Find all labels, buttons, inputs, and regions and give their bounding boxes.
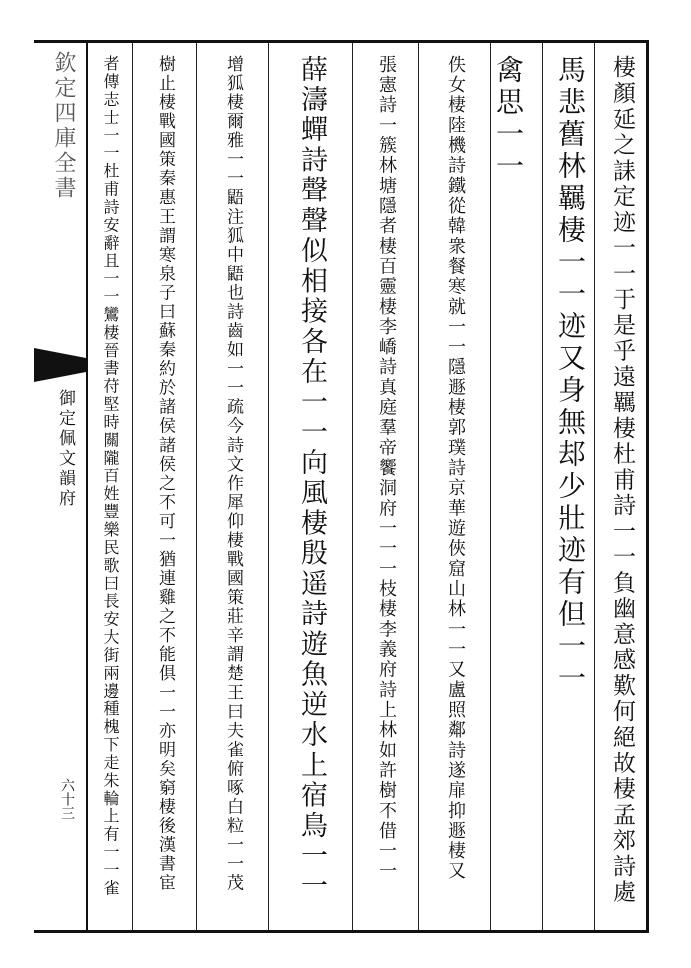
column-text: 棲顏延之誄定迹一一于是乎遠羈棲杜甫詩一一負幽意感歎何絕故棲孟郊詩處 [609,55,635,906]
column-divider [418,43,419,930]
column-text: 馬悲舊林羈棲一一迹又身無𨚫少壯迹有但一一 [554,55,587,695]
text-column [420,55,490,925]
text-column [544,55,596,925]
column-text: 薛濤蟬詩聲聲似相接各在一一向風棲殷遥詩遊魚逆水上宿鳥一一 [296,55,327,902]
column-divider [352,43,353,930]
text-column [88,55,132,925]
book-title: 欽定四庫全書 [51,51,76,201]
text-column [354,55,418,925]
text-column [270,55,352,925]
text-column [492,55,525,925]
text-column [198,55,268,925]
column-text: 樹止棲戰國策秦惠王謂寒泉子曰蘇秦約於諸侯諸侯之不可一猶連雞之不能俱一一亦明矣窮棲後漢書宦 [155,55,175,893]
column-divider [490,43,491,930]
column-text: 佚女棲陸機詩鐵從韓衆餐寒就一一隱遯棲郭璞詩京華遊俠窟山林一一又盧照鄰詩遂扉抑遯棲又 [445,55,466,882]
column-divider [196,43,197,930]
column-divider [268,43,269,930]
fish-tail-ornament [34,348,86,382]
section-title: 御定佩文韻府 [55,389,75,509]
center-margin [34,43,86,930]
column-text: 張憲詩一簇林塘隱者棲百靈棲李嶠詩真庭羣帝饗洞府一一一枝棲李義府詩上林如許樹不借一一 [376,55,397,882]
column-divider [132,43,133,930]
frame-top-rule [34,40,649,43]
text-column [596,55,648,925]
column-text: 增狐棲爾雅一一鼯注狐中鼯也詩齒如一一疏今詩文作犀仰棲戰國策莊辛謂楚王曰夫雀俯啄白粒一一茂 [223,55,243,893]
text-column [134,55,196,925]
column-text: 禽思一一 [492,55,525,183]
page-number: 六十三 [59,778,75,820]
frame-bottom-rule [34,930,649,933]
column-divider [542,43,543,930]
column-text: 者傳志士一一杜甫詩安辭且一一鸞棲晉書苻堅時關隴百姓豐樂民歌曰長安大街兩邊種槐下走朱輪上有一一雀 [101,55,120,898]
